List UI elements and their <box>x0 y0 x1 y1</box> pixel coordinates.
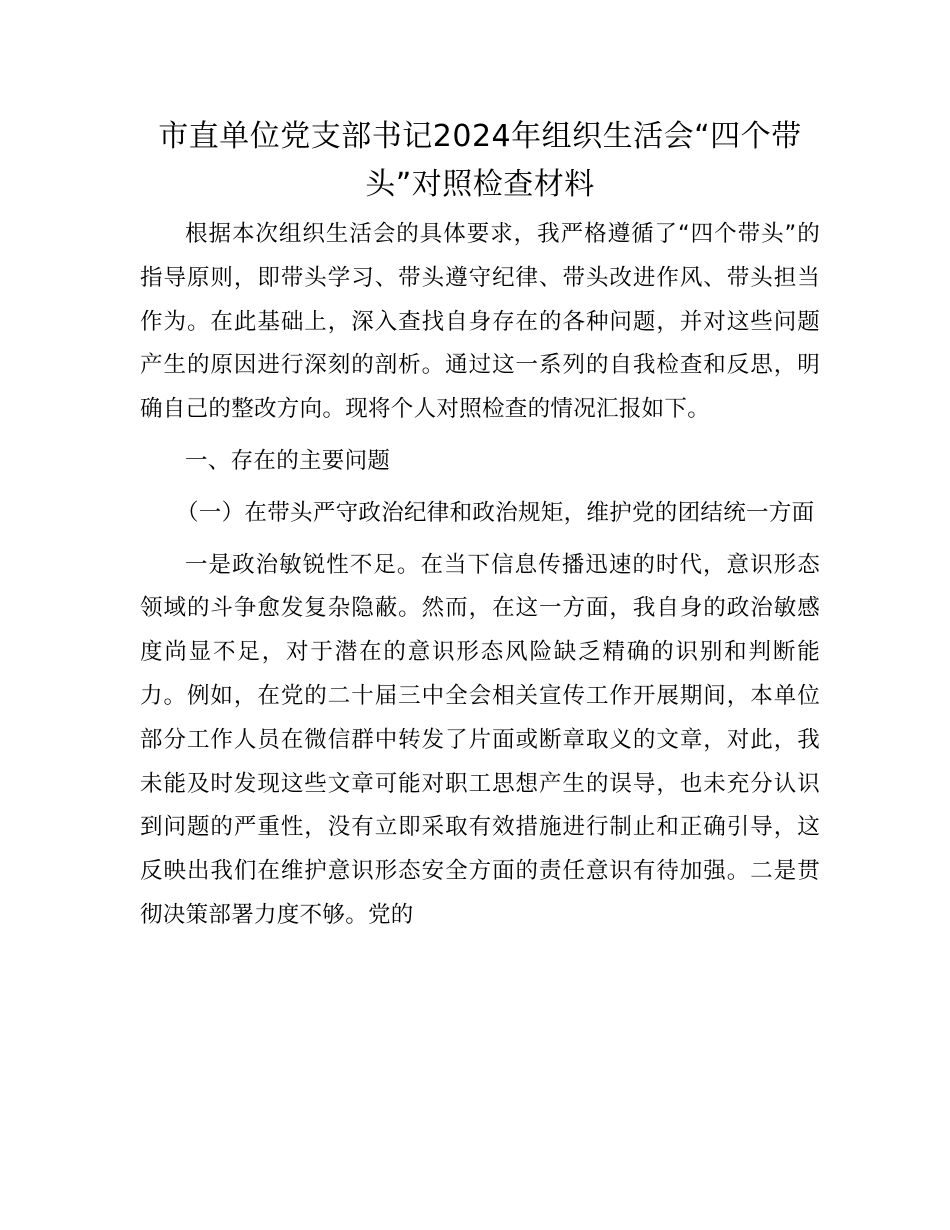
document-title: 市直单位党支部书记2024年组织生活会“四个带头”对照检查材料 <box>158 119 802 202</box>
document-body <box>140 213 820 938</box>
body-paragraph: 一是政治敏锐性不足。在当下信息传播迅速的时代，意识形态领域的斗争愈发复杂隐蔽。然而，在这一方面，我自身的政治敏感度尚显不足，对于潜在的意识形态风险缺乏精确的识别和判断能力。例如，在党的二十届三中全会相关宣传工作开展期间，本单位部分工作人员在微信群中转发了片面或断章取义的文章，对此，我未能及时发现这些文章可能对职工思想产生的误导，也未充分认识到问题的严重性，没有立即采取有效措施进行制止和正确引导，这反映出我们在维护意识形态安全方面的责任意识有待加强。二是贯彻决策部署力度不够。党的 <box>140 551 820 928</box>
intro-paragraph: 根据本次组织生活会的具体要求，我严格遵循了“四个带头”的指导原则，即带头学习、带头遵守纪律、带头改进作风、带头担当作为。在此基础上，深入查找自身存在的各种问题，并对这些问题产生的原因进行深刻的剖析。通过这一系列的自我检查和反思，明确自己的整改方向。现将个人对照检查的情况汇报如下。 <box>140 221 820 423</box>
subsection-heading: （一）在带头严守政治纪律和政治规矩，维护党的团结统一方面 <box>176 499 815 526</box>
section-heading: 一、存在的主要问题 <box>185 447 391 474</box>
